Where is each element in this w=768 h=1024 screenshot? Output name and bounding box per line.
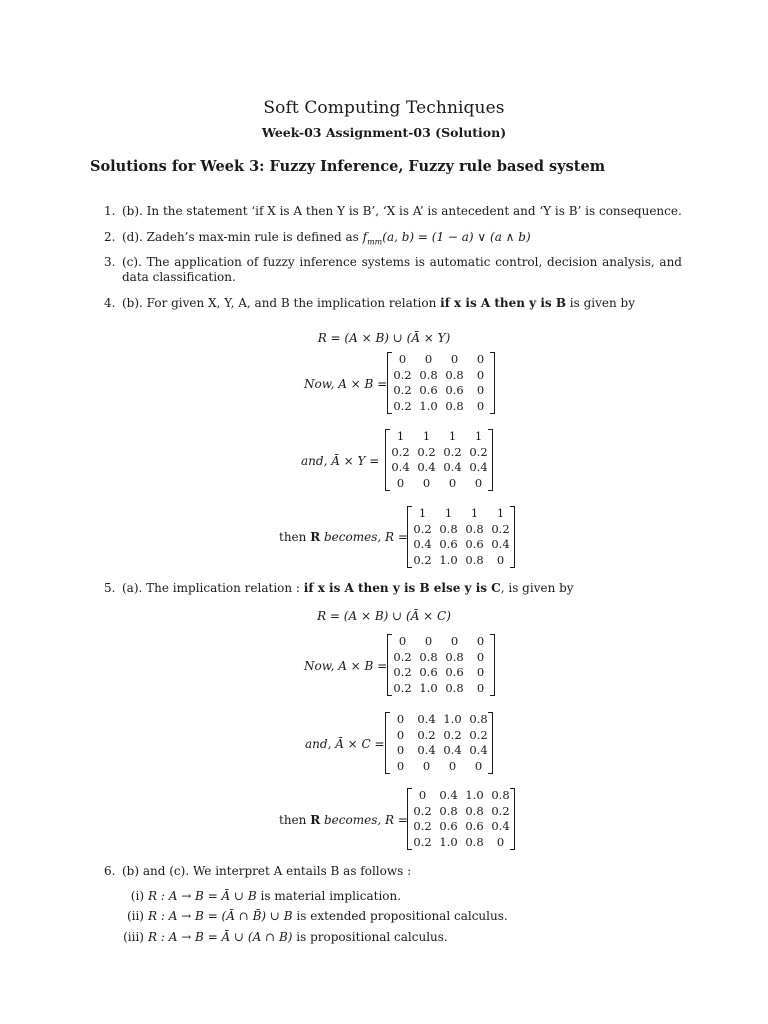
q4-matrix-1-label: Now, A × B = (304, 377, 388, 391)
matrix-cell: 0.2 (413, 834, 432, 849)
matrix-cell: 0.2 (393, 680, 412, 695)
matrix-cell: 1.0 (465, 788, 484, 802)
matrix-cell: 0.2 (417, 444, 436, 459)
item-text: (c). The application of fuzzy inference systems is automatic control, decision analysis, and data classification. (122, 255, 682, 284)
matrix-cell: 0 (476, 665, 485, 679)
matrix-cell: 0 (496, 552, 505, 567)
item-number: 5. (104, 581, 116, 595)
matrix-cell: 0 (396, 758, 405, 773)
item-text: (b). In the statement ‘if X is A then Y is B’, ‘X is A’ is antecedent and ‘Y is B’ is consequence. (122, 204, 682, 218)
matrix-cell: 0.2 (391, 444, 410, 459)
matrix-cell: 0.2 (413, 803, 432, 818)
matrix-cell: 0 (396, 475, 405, 490)
matrix-cell: 0 (422, 758, 431, 773)
matrix-cell: 1 (396, 429, 405, 443)
q5-matrix-3-label: then R becomes, R = (279, 813, 408, 827)
matrix-cell: 0 (448, 758, 457, 773)
section-heading: Solutions for Week 3: Fuzzy Inference, Fuzzy rule based system (90, 158, 606, 175)
matrix-cell: 0 (476, 352, 485, 366)
matrix-cell: 0.6 (439, 819, 458, 833)
matrix-cell: 0.8 (491, 788, 510, 802)
matrix-cell: 0.4 (391, 460, 410, 474)
matrix-cell: 0.2 (469, 444, 488, 459)
matrix-cell: 0.2 (413, 521, 432, 536)
matrix-cell: 0 (496, 834, 505, 849)
item-text-post: is given by (565, 296, 635, 310)
matrix-cell: 0.4 (417, 743, 436, 757)
matrix-cell: 0.2 (393, 383, 412, 397)
item-text (122, 581, 682, 596)
matrix-cell: 1.0 (419, 680, 438, 695)
matrix-cell: 0 (476, 367, 485, 382)
document-title: Soft Computing Techniques (263, 98, 505, 118)
item-text-bold: if x is A then y is B else y is C (303, 581, 501, 595)
matrix-cell: 0.8 (445, 398, 464, 413)
matrix-cell: 0.8 (439, 521, 458, 536)
matrix-cell: 0.8 (445, 367, 464, 382)
matrix-cell: 0.8 (419, 367, 438, 382)
item-number: 6. (104, 864, 116, 878)
item-text-pre: (b). For given X, Y, A, and B the implication relation (122, 296, 441, 310)
matrix-cell: 0.8 (469, 712, 488, 726)
matrix-cell: 1 (470, 506, 479, 520)
matrix-cell: 0 (476, 649, 485, 664)
matrix-cell: 0 (424, 634, 433, 648)
q5-matrix-2-label: and, Ā × C = (305, 737, 385, 751)
matrix-cell: 0 (450, 634, 459, 648)
q5-matrix-3 (407, 788, 515, 850)
matrix-cell: 1 (422, 429, 431, 443)
matrix-cell: 0.8 (445, 680, 464, 695)
matrix-cell: 0.2 (393, 649, 412, 664)
matrix-cell: 0.4 (491, 819, 510, 833)
matrix-cell: 0.8 (445, 649, 464, 664)
item-text (122, 230, 682, 249)
matrix-cell: 0 (422, 475, 431, 490)
item-text-pre: (d). Zadeh’s max-min rule is defined as (122, 230, 363, 244)
matrix-cell: 0.6 (445, 665, 464, 679)
matrix-cell: 0.2 (491, 521, 510, 536)
item-text-pre: (a). The implication relation : (122, 581, 304, 595)
q4-matrix-3 (407, 506, 515, 568)
matrix-cell: 0 (396, 712, 405, 726)
matrix-cell: 0.6 (465, 819, 484, 833)
matrix-cell: 0 (418, 788, 427, 802)
matrix-cell: 0.8 (465, 521, 484, 536)
matrix-cell: 0 (476, 680, 485, 695)
item-number: 1. (104, 204, 116, 218)
item-text (122, 296, 682, 311)
matrix-cell: 0.6 (419, 383, 438, 397)
matrix-cell: 0.6 (445, 383, 464, 397)
q5-matrix-1-label: Now, A × B = (304, 659, 388, 673)
matrix-cell: 0.4 (469, 743, 488, 757)
matrix-cell: 1 (474, 429, 483, 443)
matrix-cell: 0.4 (439, 788, 458, 802)
formula-rest: (a, b) = (1 − a) ∨ (a ∧ b) (382, 230, 531, 244)
matrix-cell: 0.2 (393, 367, 412, 382)
matrix-cell: 0.4 (417, 712, 436, 726)
matrix-cell: 0.2 (443, 727, 462, 742)
matrix-cell: 0.2 (413, 819, 432, 833)
q4-matrix-2-label: and, Ā × Y = (301, 454, 380, 468)
item-number: 2. (104, 230, 116, 244)
matrix-cell: 0 (476, 634, 485, 648)
matrix-cell: 0.2 (443, 444, 462, 459)
matrix-cell: 1.0 (443, 712, 462, 726)
matrix-cell: 0.4 (469, 460, 488, 474)
q5-relation-equation: R = (A × B) ∪ (Ā × C) (317, 609, 451, 623)
matrix-cell: 0.8 (465, 552, 484, 567)
matrix-cell: 0.8 (465, 803, 484, 818)
matrix-cell: 1 (418, 506, 427, 520)
matrix-cell: 0 (396, 743, 405, 757)
matrix-cell: 0 (450, 352, 459, 366)
matrix-cell: 0 (448, 475, 457, 490)
matrix-cell: 0.8 (419, 649, 438, 664)
q4-relation-equation: R = (A × B) ∪ (Ā × Y) (317, 331, 451, 345)
matrix-cell: 0.2 (491, 803, 510, 818)
item-number: 3. (104, 255, 116, 269)
matrix-cell: 1 (496, 506, 505, 520)
item-text-bold: if x is A then y is B (440, 296, 566, 310)
matrix-cell: 0.4 (413, 537, 432, 551)
matrix-cell: 1.0 (439, 834, 458, 849)
item-text-post: , is given by (500, 581, 574, 595)
document-subtitle: Week-03 Assignment-03 (Solution) (261, 125, 507, 140)
item-number: 4. (104, 296, 116, 310)
matrix-cell: 0.8 (439, 803, 458, 818)
matrix-cell: 0 (476, 398, 485, 413)
document-page: Soft Computing Techniques Week-03 Assignment-03 (Solution) Solutions for Week 3: Fuzzy Inference, Fuzzy rule based system 1. (b). In the statement ‘if X is A then Y is B’, ‘X is A’ is antecedent and ‘Y is B’ is consequence. 2. (d). Zadeh’s max-min rule is defined as $f_{mm}(a$, b) = (1 − a) ∨ (a ∧ b) 3. (c). The application of fuzzy inference systems is automatic control, decision analysis, and data classification. 4. (b). For given X, Y, A, and B the implication relation if x is A then y is B is given by R = (A × B) ∪ (Ā × Y) Now, A × B = 0 0 0 0 0.2 0.8 0.8 0 0.2 0.6 0.6 0 0.2 1.0 0.8 0 and, Ā × Y = 1 1 1 1 0.2 0.2 0.2 0.2 0.4 0.4 0.4 0.4 0 0 0 0 then R becomes, R = 1 1 1 1 0.2 0.8 0.8 0.2 0.4 0.6 0.6 0.4 0.2 1.0 0.8 0 5. (a). The implication relation : if x is A then y is B else y is C, is given by R = (A × B) ∪ (Ā × C) Now, A × B = 0 0 0 0 0.2 0.8 0.8 0 0.2 0.6 0.6 0 0.2 1.0 0.8 0 and, Ā × C = 0 0.4 1.0 0.8 0 0.2 0.2 0.2 0 0.4 0.4 0.4 0 0 0 0 then R becomes, R = 0 0.4 1.0 0.8 0.2 0.8 0.8 0.2 0.2 0.6 0.6 0.4 0.2 1.0 0.8 0 6. (b) and (c). We interpret A entails B as follows : (i) R : A → B = Ā ∪ B is material implication. (ii) R : A → B = (Ā ∩ B̄) ∪ B is extended propositional calculus. (iii) R : A → B = Ā ∪ (A ∩ B) is propositional calculus. (0, 0, 768, 1024)
matrix-cell: 1 (448, 429, 457, 443)
q4-matrix-1 (387, 352, 495, 414)
matrix-cell: 0.6 (465, 537, 484, 551)
matrix-cell: 0.4 (443, 460, 462, 474)
matrix-cell: 0.6 (439, 537, 458, 551)
matrix-cell: 0.2 (393, 665, 412, 679)
matrix-cell: 0 (474, 475, 483, 490)
matrix-cell: 0.2 (417, 727, 436, 742)
item-text: (b) and (c). We interpret A entails B as follows : (122, 864, 412, 878)
matrix-cell: 0.4 (417, 460, 436, 474)
matrix-cell: 0.2 (413, 552, 432, 567)
matrix-cell: 0 (476, 383, 485, 397)
matrix-cell: 0.6 (419, 665, 438, 679)
matrix-cell: 0 (398, 352, 407, 366)
q5-matrix-1 (387, 634, 495, 696)
q5-matrix-2 (385, 712, 493, 774)
formula-subscript: mm (367, 237, 383, 247)
formula-f: f (362, 230, 368, 244)
matrix-cell: 0.4 (443, 743, 462, 757)
matrix-cell: 0.4 (491, 537, 510, 551)
q4-matrix-2 (385, 429, 493, 491)
matrix-cell: 0 (398, 634, 407, 648)
matrix-cell: 0.2 (469, 727, 488, 742)
matrix-cell: 0 (424, 352, 433, 366)
matrix-cell: 0 (474, 758, 483, 773)
matrix-cell: 0.8 (465, 834, 484, 849)
matrix-cell: 0 (396, 727, 405, 742)
matrix-cell: 0.2 (393, 398, 412, 413)
matrix-cell: 1.0 (439, 552, 458, 567)
matrix-cell: 1 (444, 506, 453, 520)
matrix-cell: 1.0 (419, 398, 438, 413)
q4-matrix-3-label: then R becomes, R = (279, 530, 408, 544)
